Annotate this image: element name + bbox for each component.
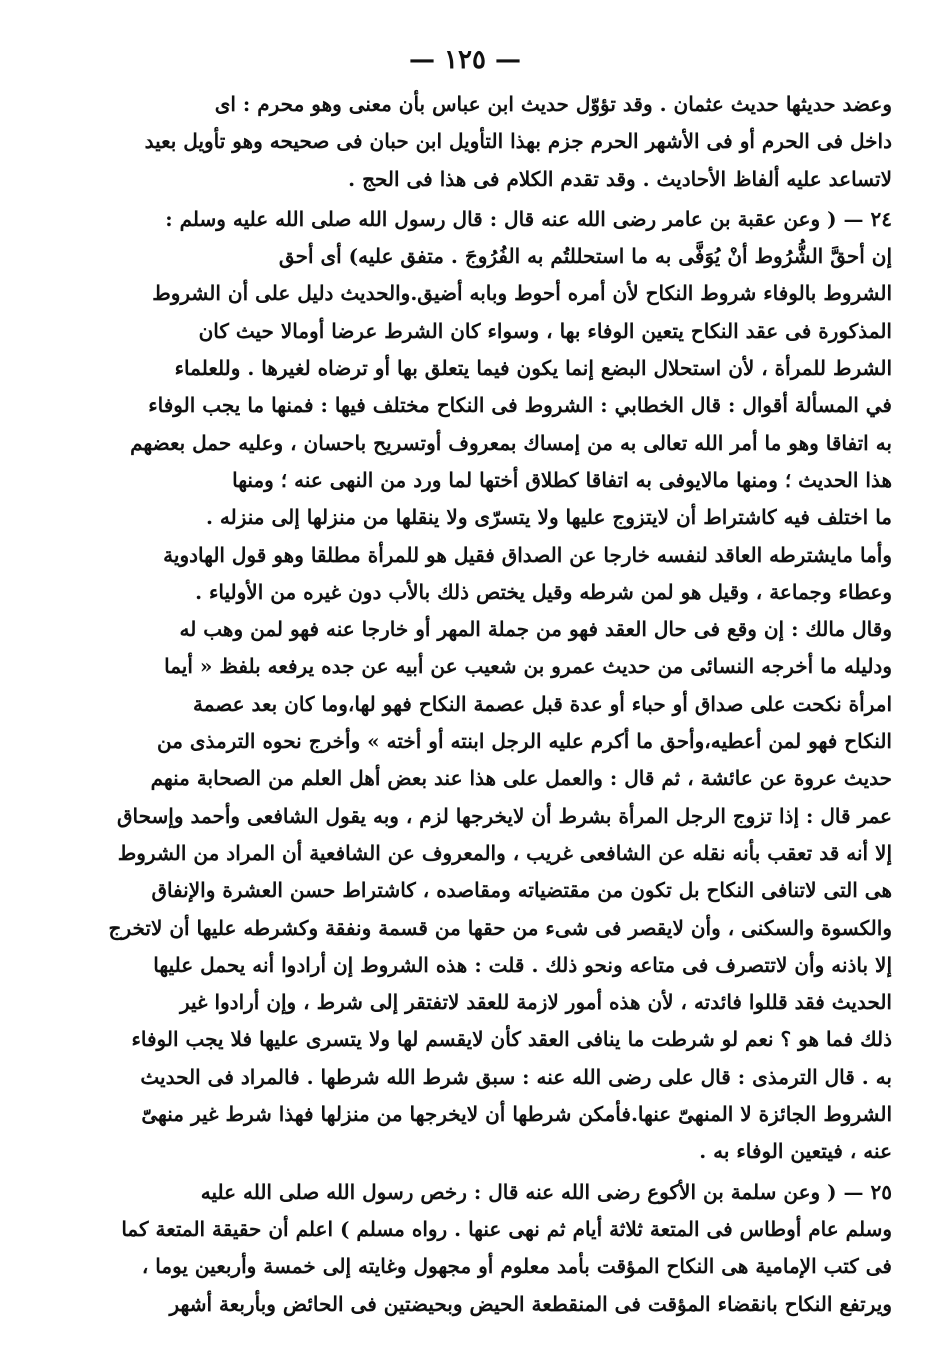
text-line: ٢٥ — ( وعن سلمة بن الأكوع رضى الله عنه قال : رخص رسول الله صلى الله عليه [200,1179,892,1204]
text-line: الشرط للمرأة ، لأن استحلال البضع إنما يكون فيما يتعلق بها أو ترضاه لغيرها . وللعلماء [174,356,892,381]
text-line: النكاح فهو لمن أعطيه،وأحق ما أكرم عليه الرجل ابنته أو أخته » وأخرج نحوه الترمذى من [157,729,892,754]
text-line: إلا أنه قد تعقب بأنه نقله عن الشافعى غريب ، والمعروف عن الشافعية أن المراد من الشروط [117,840,892,865]
page-number: — ١٢٥ — [408,45,522,75]
text-line: عنه ، فيتعين الوفاء به . [699,1139,892,1164]
text-line: فى كتب الإمامية هى النكاح المؤقت بأمد معلوم أو مجهول وغايته إلى خمسة وأربعين يوما ، [141,1254,892,1279]
text-line: ويرتفع النكاح بانقضاء المؤقت فى المنقطعة الحيض وبحيضتين فى الحائض وبأربعة أشهر [169,1291,892,1316]
text-line: وقال مالك : إن وقع فى حال العقد فهو من جملة المهر أو خارجا عنه فهو لمن وهب له [179,617,892,642]
text-line: هى التى لاتنافى النكاح بل تكون من مقتضياته ومقاصده ، كاشتراط حسن العشرة والإنفاق [151,878,892,903]
text-line: وسلم عام أوطاس فى المتعة ثلاثة أيام ثم نهى عنها . رواه مسلم ) اعلم أن حقيقة المتعة كما [121,1216,892,1241]
text-line: لاتساعد عليه ألفاظ الأحاديث . وقد تقدم الكلام فى هذا فى الحج . [348,166,892,191]
text-line: به اتفاقا وهو ما أمر الله تعالى به من إمساك بمعروف أوتسريح باحسان ، وعليه حمل بعضهم [130,430,892,455]
text-line: وعطاء وجماعة ، وقيل هو لمن شرطه وقيل يختص ذلك بالأب دون غيره من الأولياء . [195,579,892,604]
text-line: إلا باذنه وأن لاتتصرف فى متاعه ونحو ذلك . قلت : هذه الشروط إن أرادوا أنه يحمل عليها [153,952,892,977]
text-line: ما اختلف فيه كاشتراط أن لايتزوج عليها ولا يتسرّى ولا ينقلها من منزلها إلى منزله . [205,505,892,530]
text-line: المذكورة فى عقد النكاح يتعين الوفاء بها ، وسواء كان الشرط عرضا أومالا حيث كان [198,318,892,343]
text-line: إن أحقَّ الشُّرُوط أنْ يُوَفَّى به ما استحللتُم به الفُرُوجَ . متفق عليه) أى أحق [278,244,892,269]
text-line: ذلك فما هو ؟ نعم لو شرطت ما ينافى العقد كأن لايقسم لها ولا يتسرى عليها فلا يجب الوفاء [131,1027,892,1052]
text-line: عمر قال : إذا تزوج الرجل المرأة بشرط أن لايخرجها لزم ، وبه يقول الشافعى وأحمد وإسحاق [116,803,892,828]
text-line: داخل فى الحرم أو فى الأشهر الحرم جزم بهذا التأويل ابن حبان فى صحيحه وهو تأويل بعيد [144,129,892,154]
text-line: هذا الحديث ؛ ومنها مالايوفى به اتفاقا كطلاق أختها لما ورد من النهى عنه ؛ ومنها [232,467,892,492]
text-line: ٢٤ — ( وعن عقبة بن عامر رضى الله عنه قال : قال رسول الله صلى الله عليه وسلم : [165,206,892,231]
text-line: حديث عروة عن عائشة ، ثم قال : والعمل على هذا عند بعض أهل العلم من الصحابة منهم [150,766,892,791]
text-line: الشروط بالوفاء شروط النكاح لأن أمره أحوط وبابه أضيق.والحديث دليل على أن الشروط [152,281,892,306]
text-line: وعضد حديثها حديث عثمان . وقد تؤوّل حديث ابن عباس بأن معنى وهو محرم : اى [214,92,892,116]
text-line: الحديث فقد قللوا فائدته ، لأن هذه أمور لازمة للعقد لاتفتقر إلى شرط ، وإن أرادوا غير [179,990,892,1015]
text-line: ودليله ما أخرجه النسائى من حديث عمرو بن شعيب عن أبيه عن جده يرفعه بلفظ « أيما [164,654,892,679]
text-line: في المسألة أقوال : قال الخطابي : الشروط فى النكاح مختلف فيها : فمنها ما يجب الوفاء [148,393,892,418]
text-line: والكسوة والسكنى ، وأن لايقصر فى شىء من حقها من قسمة ونفقة وكشرطه عليها أن لاتخرج [108,915,892,940]
text-line: وأما مايشترطه العاقد لنفسه خارجا عن الصداق فقيل هو للمرأة مطلقا وهو قول الهادوية [163,542,892,567]
text-line: الشروط الجائزة لا المنهىّ عنها.فأمكن شرطها أن لايخرجها من منزلها فهذا شرط غير منهىّ [141,1102,892,1127]
text-line: به . قال الترمذى : قال على رضى الله عنه : سبق شرط الله شرطها . فالمراد فى الحديث [140,1064,892,1089]
text-line: امرأة نكحت على صداق أو حباء أو عدة قبل عصمة النكاح فهو لها،وما كان بعد عصمة [192,691,892,716]
body-text [38,86,892,1323]
